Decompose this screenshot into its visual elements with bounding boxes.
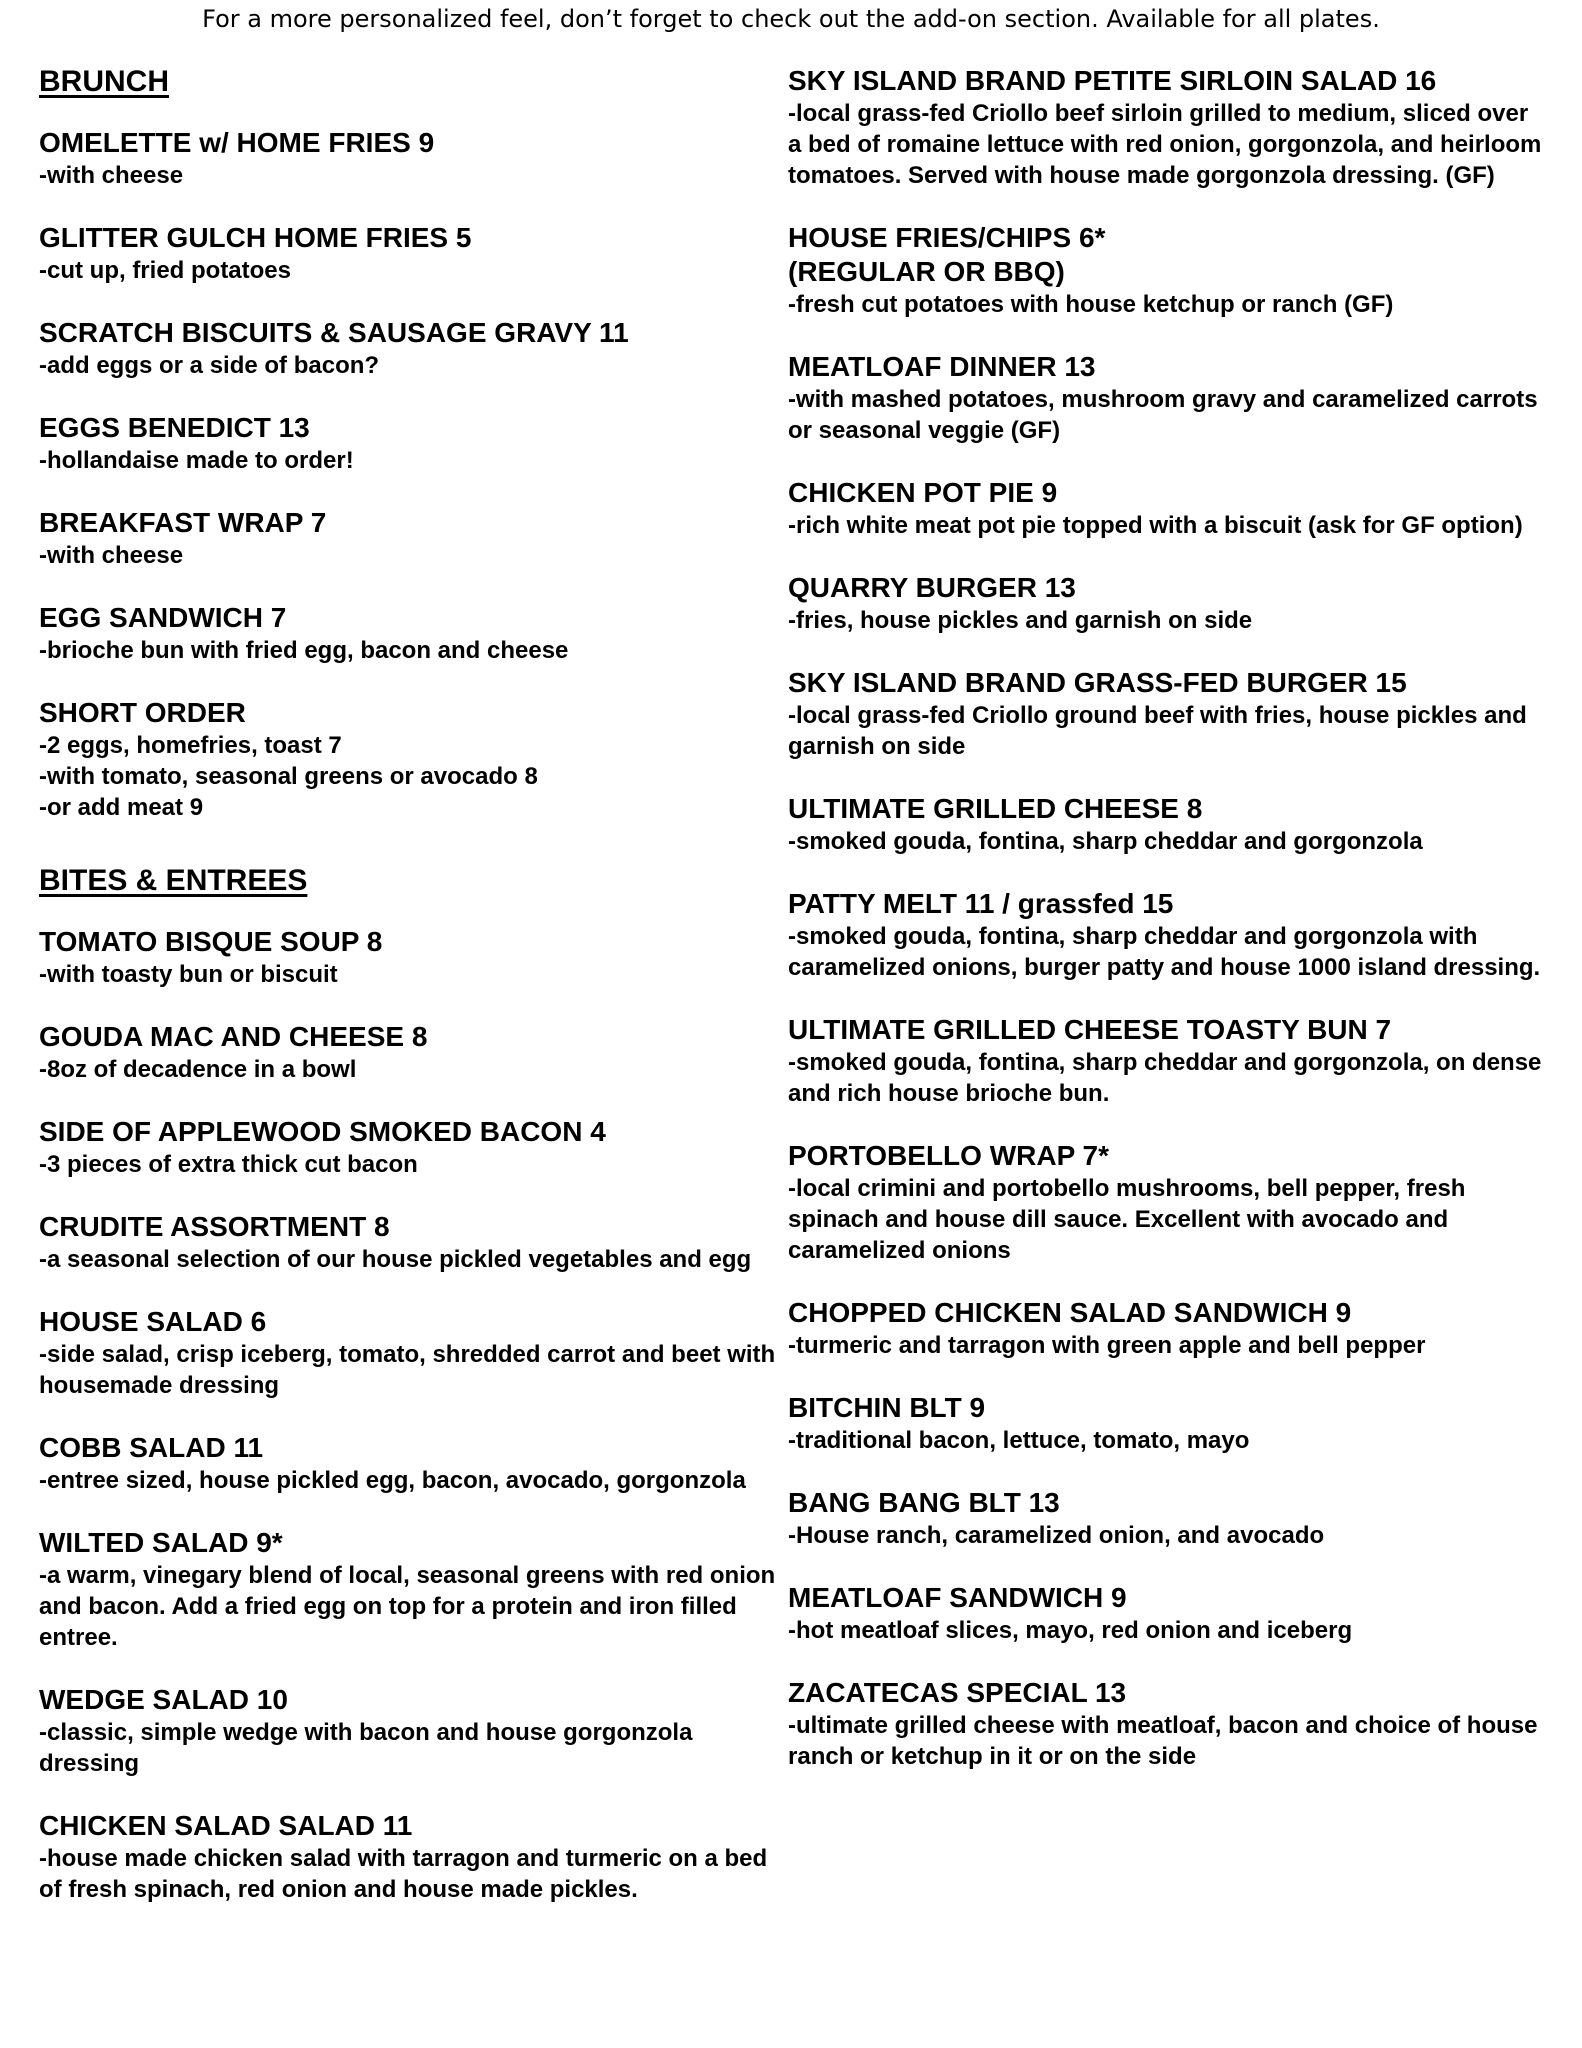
menu-item-description: -add eggs or a side of bacon? — [39, 352, 380, 379]
menu-item-title: OMELETTE w/ HOME FRIES 9 — [39, 127, 435, 158]
menu-item-description: -a seasonal selection of our house pickled vegetables and egg — [39, 1246, 752, 1273]
menu-item-description: -house made chicken salad with tarragon and turmeric on a bed of fresh spinach, red onion and house made pickles. — [39, 1845, 768, 1903]
menu-item — [788, 1581, 1548, 1646]
menu-item — [788, 792, 1548, 857]
menu-item-title: SHORT ORDER — [39, 697, 246, 728]
menu-item-title: HOUSE SALAD 6 — [39, 1306, 267, 1337]
menu-item-title: SCRATCH BISCUITS & SAUSAGE GRAVY 11 — [39, 317, 629, 348]
menu-item — [788, 1139, 1548, 1266]
menu-item-title: WEDGE SALAD 10 — [39, 1684, 288, 1715]
menu-item — [788, 1296, 1548, 1361]
menu-item — [39, 316, 779, 381]
menu-item — [788, 1486, 1548, 1551]
menu-item — [788, 887, 1548, 983]
brunch-list — [39, 126, 779, 823]
menu-item-description: -with mashed potatoes, mushroom gravy and caramelized carrots or seasonal veggie (GF) — [788, 386, 1538, 444]
menu-item-title: MEATLOAF SANDWICH 9 — [788, 1582, 1127, 1613]
menu-item — [788, 476, 1548, 541]
menu-item — [39, 1431, 779, 1496]
menu-item-title: ULTIMATE GRILLED CHEESE 8 — [788, 793, 1203, 824]
menu-item-description: -with tomato, seasonal greens or avocado 8 — [39, 763, 538, 790]
menu-item — [788, 64, 1548, 191]
menu-item — [788, 221, 1548, 320]
menu-item — [39, 1115, 779, 1180]
menu-item — [39, 696, 779, 823]
menu-item-title: EGG SANDWICH 7 — [39, 602, 287, 633]
menu-item-title: GOUDA MAC AND CHEESE 8 — [39, 1021, 428, 1052]
menu-item-title: CHICKEN SALAD SALAD 11 — [39, 1810, 413, 1841]
menu-item-title: SKY ISLAND BRAND GRASS-FED BURGER 15 — [788, 667, 1407, 698]
menu-item — [39, 1526, 779, 1653]
menu-item — [788, 571, 1548, 636]
menu-item-description: -or add meat 9 — [39, 794, 204, 821]
menu-item-title: TOMATO BISQUE SOUP 8 — [39, 926, 383, 957]
menu-item-description: -classic, simple wedge with bacon and house gorgonzola dressing — [39, 1719, 693, 1777]
menu-item-title: ULTIMATE GRILLED CHEESE TOASTY BUN 7 — [788, 1014, 1392, 1045]
menu-item-title: BANG BANG BLT 13 — [788, 1487, 1060, 1518]
menu-item-description: -brioche bun with fried egg, bacon and cheese — [39, 637, 569, 664]
menu-item-description: -hollandaise made to order! — [39, 447, 354, 474]
menu-item-title: MEATLOAF DINNER 13 — [788, 351, 1096, 382]
bites-list — [39, 925, 779, 1905]
entrees-list — [788, 64, 1548, 1772]
menu-item-description: -smoked gouda, fontina, sharp cheddar and gorgonzola, on dense and rich house brioche bun. — [788, 1049, 1542, 1107]
menu-item-description: -2 eggs, homefries, toast 7 — [39, 732, 342, 759]
menu-item-description: -with toasty bun or biscuit — [39, 961, 338, 988]
menu-item-title: SKY ISLAND BRAND PETITE SIRLOIN SALAD 16 — [788, 65, 1437, 96]
menu-item-description: -turmeric and tarragon with green apple and bell pepper — [788, 1332, 1426, 1359]
menu-item-description: -local grass-fed Criollo ground beef with fries, house pickles and garnish on side — [788, 702, 1527, 760]
menu-item-title-line2: (REGULAR OR BBQ) — [788, 256, 1065, 287]
menu-item — [39, 126, 779, 191]
right-column — [788, 64, 1548, 1802]
menu-item-title: CRUDITE ASSORTMENT 8 — [39, 1211, 390, 1242]
menu-item-title: GLITTER GULCH HOME FRIES 5 — [39, 222, 472, 253]
menu-item-description: -House ranch, caramelized onion, and avocado — [788, 1522, 1325, 1549]
menu-item — [788, 1391, 1548, 1456]
menu-item-description: -fresh cut potatoes with house ketchup or ranch (GF) — [788, 291, 1394, 318]
menu-item-description: -cut up, fried potatoes — [39, 257, 291, 284]
menu-item-description: -3 pieces of extra thick cut bacon — [39, 1151, 418, 1178]
menu-item-title: BITCHIN BLT 9 — [788, 1392, 986, 1423]
menu-item-description: -smoked gouda, fontina, sharp cheddar and gorgonzola — [788, 828, 1423, 855]
menu-item-title: PATTY MELT 11 / grassfed 15 — [788, 888, 1174, 919]
menu-item — [39, 411, 779, 476]
menu-item-description: -8oz of decadence in a bowl — [39, 1056, 357, 1083]
section-heading-bites-entrees: BITES & ENTREES — [39, 864, 308, 897]
menu-item-title: SIDE OF APPLEWOOD SMOKED BACON 4 — [39, 1116, 606, 1147]
addon-notice: For a more personalized feel, don’t forget to check out the add-on section. Available for all plates. — [202, 5, 1380, 33]
menu-item-title: CHICKEN POT PIE 9 — [788, 477, 1058, 508]
menu-item — [788, 350, 1548, 446]
menu-item-description: -smoked gouda, fontina, sharp cheddar and gorgonzola with caramelized onions, burger patty and house 1000 island dressing. — [788, 923, 1541, 981]
menu-item-title: COBB SALAD 11 — [39, 1432, 264, 1463]
section-heading-brunch: BRUNCH — [39, 65, 169, 98]
menu-item-title: PORTOBELLO WRAP 7* — [788, 1140, 1110, 1171]
menu-item — [39, 1020, 779, 1085]
menu-item-description: -a warm, vinegary blend of local, seasonal greens with red onion and bacon. Add a fried egg on top for a protein and iron filled entree. — [39, 1562, 776, 1651]
menu-item-description: -side salad, crisp iceberg, tomato, shredded carrot and beet with housemade dressing — [39, 1341, 776, 1399]
menu-item — [39, 925, 779, 990]
menu-item — [39, 506, 779, 571]
menu-item-description: -rich white meat pot pie topped with a biscuit (ask for GF option) — [788, 512, 1523, 539]
menu-item — [39, 221, 779, 286]
menu-item-description: -ultimate grilled cheese with meatloaf, bacon and choice of house ranch or ketchup in it or on the side — [788, 1712, 1538, 1770]
menu-item-title: ZACATECAS SPECIAL 13 — [788, 1677, 1127, 1708]
menu-item — [788, 1676, 1548, 1772]
menu-item-description: -with cheese — [39, 542, 184, 569]
menu-item — [39, 1809, 779, 1905]
menu-item-description: -traditional bacon, lettuce, tomato, mayo — [788, 1427, 1250, 1454]
menu-item — [788, 666, 1548, 762]
menu-item-title: QUARRY BURGER 13 — [788, 572, 1076, 603]
menu-item-description: -local grass-fed Criollo beef sirloin grilled to medium, sliced over a bed of romaine lettuce with red onion, gorgonzola, and heirloom tomatoes. Served with house made gorgonzola dressing. (GF) — [788, 100, 1542, 189]
menu-item-description: -with cheese — [39, 162, 184, 189]
menu-item — [39, 1305, 779, 1401]
menu-item — [39, 601, 779, 666]
menu-item-title: CHOPPED CHICKEN SALAD SANDWICH 9 — [788, 1297, 1352, 1328]
menu-item-description: -hot meatloaf slices, mayo, red onion and iceberg — [788, 1617, 1353, 1644]
menu-item — [39, 1210, 779, 1275]
left-column — [39, 64, 779, 1935]
menu-item-title: HOUSE FRIES/CHIPS 6* — [788, 222, 1106, 253]
menu-item — [39, 1683, 779, 1779]
menu-item — [788, 1013, 1548, 1109]
menu-item-description: -entree sized, house pickled egg, bacon, avocado, gorgonzola — [39, 1467, 746, 1494]
menu-item-title: WILTED SALAD 9* — [39, 1527, 283, 1558]
menu-item-title: EGGS BENEDICT 13 — [39, 412, 310, 443]
menu-item-description: -local crimini and portobello mushrooms, bell pepper, fresh spinach and house dill sauce. Excellent with avocado and caramelized onions — [788, 1175, 1466, 1264]
menu-item-description: -fries, house pickles and garnish on side — [788, 607, 1253, 634]
menu-item-title: BREAKFAST WRAP 7 — [39, 507, 327, 538]
